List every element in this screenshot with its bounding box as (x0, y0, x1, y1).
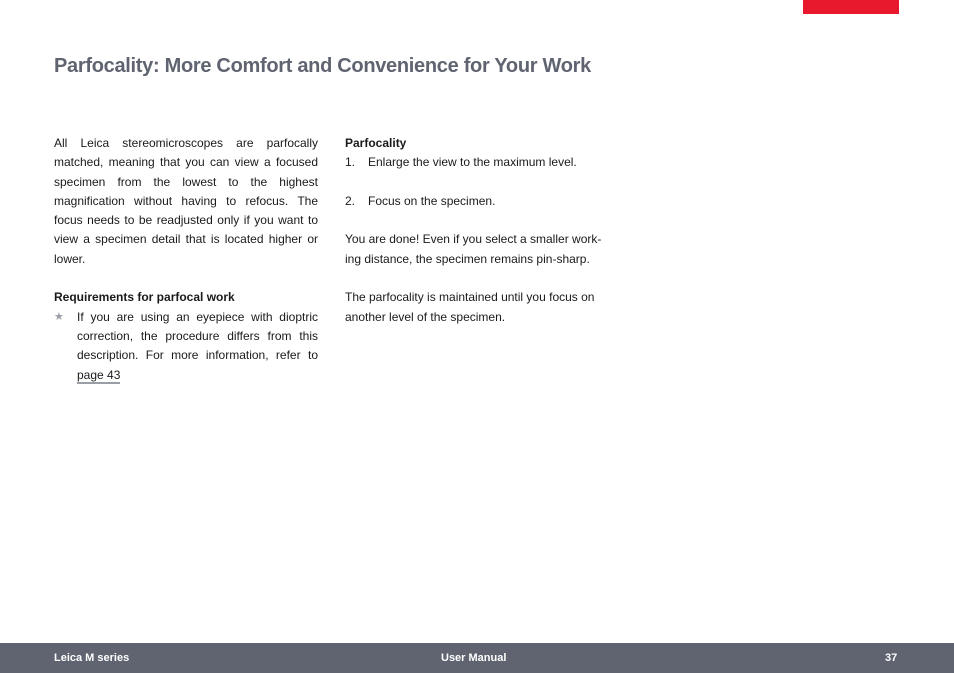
red-section-tab (803, 0, 899, 14)
step-number: 2. (345, 193, 356, 208)
left-column (54, 134, 318, 385)
parfocality-heading: Parfocality (345, 136, 407, 150)
page-footer (0, 643, 954, 673)
done-paragraph: You are done! Even if you select a smaller work-ing distance, the specimen remains pin-sharp. (345, 232, 602, 266)
page-title: Parfocality: More Comfort and Convenience for Your Work (54, 55, 591, 77)
footer-product: Leica M series (54, 652, 130, 664)
maintained-paragraph: The parfocality is maintained until you focus on another level of the specimen. (345, 290, 595, 324)
step-item (345, 153, 615, 172)
step-item (345, 192, 615, 211)
star-icon: ★ (54, 310, 64, 323)
middle-column (345, 134, 615, 327)
step-number: 1. (345, 155, 356, 170)
page-43-link[interactable]: page 43 (77, 367, 121, 382)
bullet-text: If you are using an eyepiece with dioptric correction, the procedure differs from this description. For more information, refer to (77, 309, 318, 363)
step-text: Enlarge the view to the maximum level. (368, 155, 577, 170)
requirements-bullet (54, 308, 318, 385)
footer-doc-type: User Manual (441, 652, 507, 664)
requirements-heading: Requirements for parfocal work (54, 290, 235, 305)
intro-paragraph: All Leica stereomicroscopes are parfocally matched, meaning that you can view a focused specimen from the lowest to the highest magnification without having to refocus. The focus needs to be readjusted only if you want to view a specimen detail that is located higher or lower. (54, 136, 318, 266)
step-text: Focus on the specimen. (368, 193, 496, 208)
footer-page-number: 37 (885, 652, 898, 664)
